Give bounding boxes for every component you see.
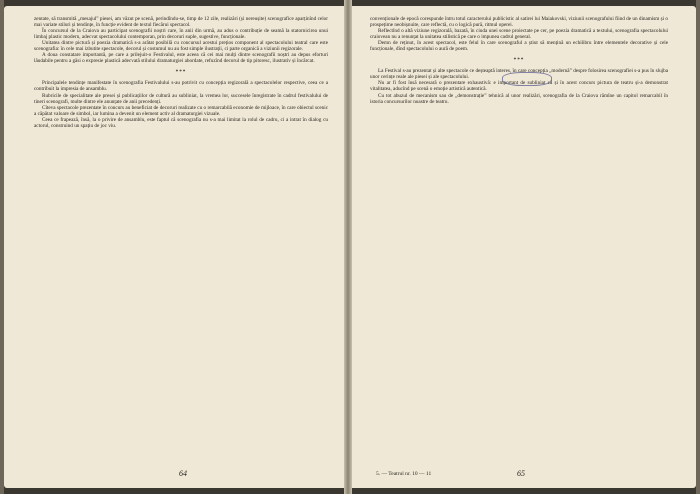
paragraph: Ceea ce frapează, însă, la o privire de ansamblu, este faptul că scenografia nu s-a mai limitat la rolul de cadru, ci a intrat în dialog cu actorul, construind un spațiu de joc viu. — [34, 116, 328, 129]
paragraph: Unitatea dintre pictură și poezia dramatică s-a arătat posibilă cu concursul acestui prețios component al spectacolului teatral care este scenografia: în cele mai izbutite spectacole, decorul și costumul nu au fost simple ilustrații, ci parte organică a viziunii regizorale. — [34, 40, 328, 53]
paragraph: Cu tot abuzul de mecanism sau de „demonstrație” tehnică al unor realizări, scenografia de la Craiova rămîne un capitol remarcabil în istoria concursurilor noastre de teatru. — [370, 92, 668, 105]
left-text-column — [34, 16, 328, 464]
book-cover-edge-right — [696, 0, 700, 494]
paragraph: A doua constatare importantă, pe care a prilejuit-o Festivalul, este aceea că cei mai mulți dintre scenografii noștri au depus eforturi lăudabile pentru a găsi o expresie plastică adecvată stilului dramaturgiei abordate, refuzînd decorul de tip pitoresc, ilustrativ și încărcat. — [34, 52, 328, 65]
paragraph: Rubricile de specialitate ale presei și publicațiilor de cultură au subliniat, la vremea lor, succesele înregistrate în cadrul festivalului de tineri scenografi, multe dintre ele anunțate de anii precedenți. — [34, 92, 328, 105]
page-number: 64 — [179, 469, 187, 478]
book-gutter — [344, 0, 352, 494]
section-separator: *** — [175, 69, 187, 76]
paragraph: Cîteva spectacole prezentate în concurs au beneficiat de decoruri realizate cu o remarcabilă economie de mijloace, în care obiectul scenic a căpătat valoare de simbol, iar lumina a devenit un element activ al dramaturgiei vizuale. — [34, 104, 328, 117]
paragraph: În concursul de la Craiova au participat scenografii noștri care, în anii din urmă, au adus o contribuție de seamă la statornicirea unui limbaj plastic modern, adecvat spectacolului contemporan, prin decoruri suple, sugestive, funcționale. — [34, 28, 328, 41]
paragraph: Reflectînd o altă viziune regizorală, bazată, în ciuda unei scene proiectate pe cer, pe poezia dramatică a textului, scenografia spectacolului craiovean nu a renunțat la unitatea stilistică pe care o impunea cadrul general. — [370, 28, 668, 41]
page-number: 65 — [517, 469, 525, 478]
paragraph: La Festival s-au prezentat și alte spectacole ce deșteaptă interes, în care concepția „modernă” despre folosirea scenografiei s-a pus în slujba unor cerințe reale ale piesei și ale spectacolului. — [370, 68, 668, 81]
pencil-mark — [502, 72, 552, 86]
section-separator: *** — [513, 57, 525, 64]
paragraph: Demn de reținut, în acest spectacol, este felul în care scenograful a știut să mențină un echilibru între elementele decorative și cele funcționale, dînd spectacolului o aură de poem. — [370, 40, 668, 53]
paragraph: Principalele tendințe manifestate în scenografia Festivalului s-au potrivit cu concepția regizorală a spectacolelor respective, ceea ce a contribuit la impresia de ansamblu. — [34, 80, 328, 93]
paragraph: convenționale de epocă corespunde întru totul caracterului publicistic al satirei lui Maiakovski, viziunii scenografului fiind de un dinamism și o prospețime neobișnuite, care reflectă, cu o logică pură, ritmul operei. — [370, 16, 668, 29]
left-page — [4, 6, 344, 488]
paragraph: Nu ar fi fost însă necesară o prezentare exhaustivă: e important de subliniat că și în acest concurs pictura de teatru și-a demonstrat vitalitatea, aducînd pe scenă o emoție artistică autentică. — [370, 80, 668, 93]
right-page — [352, 6, 696, 488]
page-signature: 5. — Teatrul nr. 10 — 11 — [376, 471, 432, 477]
paragraph: zentate, să transmită „mesajul” piesei, am văzut pe scenă, perindîndu-se, timp de 12 zile, realizări (și nereușite) scenografice aparținînd celor mai variate stiluri și tendințe, în funcție evident de textul fiecărui spectacol. — [34, 16, 328, 29]
